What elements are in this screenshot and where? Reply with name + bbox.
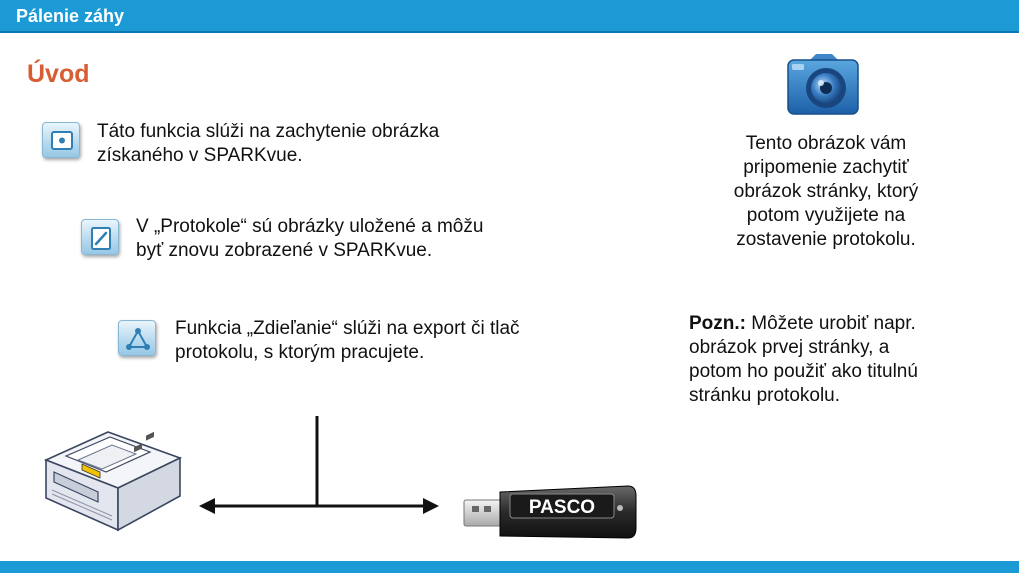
camera-icon	[784, 52, 862, 123]
note-line-3: potom ho použiť ako titulnú	[689, 361, 918, 382]
snapshot-icon[interactable]	[42, 122, 80, 158]
camera-explanation	[670, 132, 982, 252]
camera-explanation-line-5: zostavenie protokolu.	[736, 229, 916, 250]
note-block	[689, 312, 999, 408]
note-line-1-rest: Môžete urobiť napr.	[746, 313, 916, 334]
note-line-1	[689, 312, 999, 336]
journal-description-line-1: V „Protokole“ sú obrázky uložené a môžu	[136, 216, 484, 237]
share-description-line-1: Funkcia „Zdieľanie“ slúži na export či tlač	[175, 318, 520, 339]
note-line-4: stránku protokolu.	[689, 385, 841, 406]
journal-icon[interactable]	[81, 219, 119, 255]
connection-arrows	[195, 410, 445, 525]
journal-description-line-2: byť znovu zobrazené v SPARKvue.	[136, 240, 433, 261]
snapshot-description-line-2: získaného v SPARKvue.	[97, 145, 303, 166]
journal-description	[136, 215, 483, 263]
camera-explanation-line-3: obrázok stránky, ktorý	[733, 181, 919, 202]
usb-brand-label: PASCO	[528, 497, 596, 518]
share-description	[175, 317, 520, 365]
share-description-line-2: protokolu, s ktorým pracujete.	[175, 342, 425, 363]
title-bar	[0, 0, 1019, 33]
camera-explanation-line-1: Tento obrázok vám	[745, 133, 907, 154]
bottom-bar	[0, 561, 1019, 573]
section-title: Úvod	[27, 60, 90, 88]
share-icon[interactable]	[118, 320, 156, 356]
usb-drive-icon	[460, 478, 640, 553]
snapshot-description	[97, 120, 439, 168]
camera-explanation-line-4: potom využijete na	[746, 205, 906, 226]
snapshot-description-line-1: Táto funkcia slúži na zachytenie obrázka	[97, 121, 440, 142]
printer-icon	[38, 420, 188, 545]
page-header-title: Pálenie záhy	[16, 6, 125, 26]
camera-explanation-line-2: pripomenie zachytiť	[743, 157, 909, 178]
note-label: Pozn.:	[689, 313, 746, 334]
note-line-2: obrázok prvej stránky, a	[689, 337, 890, 358]
